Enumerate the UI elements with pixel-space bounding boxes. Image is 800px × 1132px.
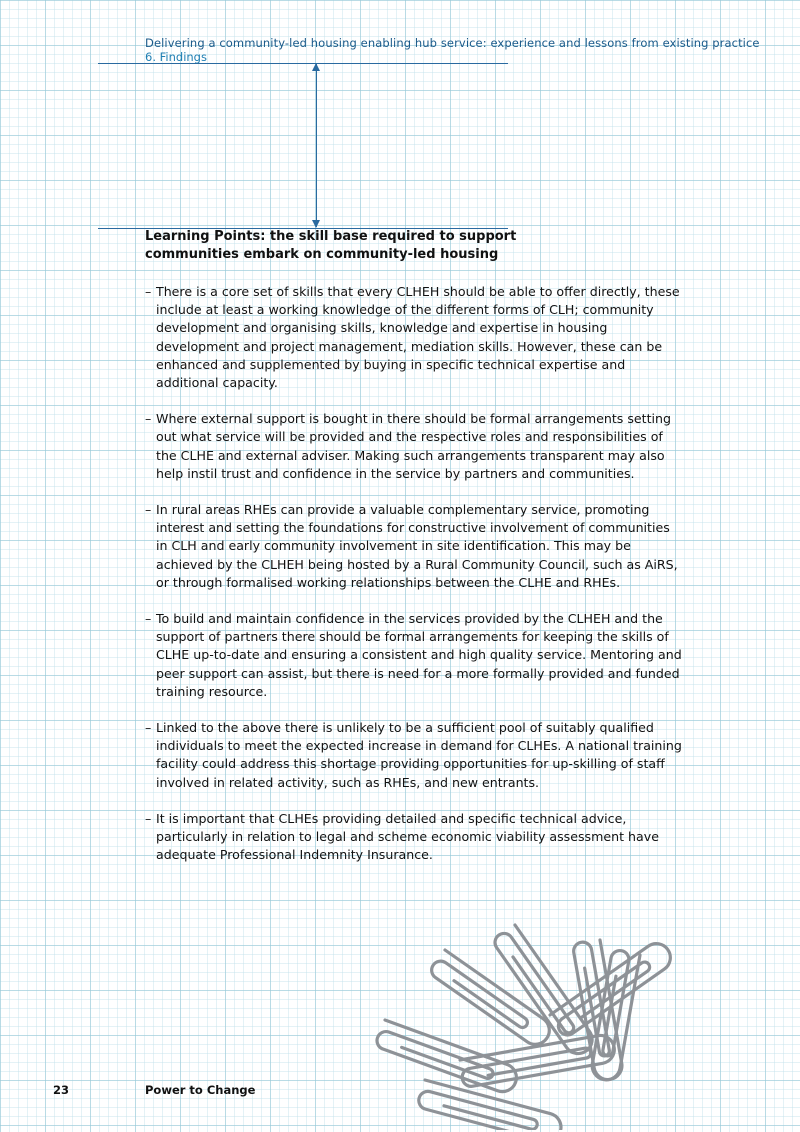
top-rule (98, 63, 508, 64)
header-section: 6. Findings (145, 50, 207, 64)
dash: – (145, 720, 152, 736)
learning-point-text: To build and maintain confidence in the services provided by the CLHEH and the support of partners there should be formal arrangements for keeping the skills of CLHE up-to-date and ensuring a consistent and high quality service. Mentoring and peer support can assist, but there is need for a more formally provided and funded training resource. (156, 611, 682, 699)
learning-point (145, 810, 685, 865)
header-title: Delivering a community-led housing enabling hub service: experience and lessons from existing practice (145, 36, 760, 50)
paperclip-icon (374, 1020, 520, 1096)
learning-point-text: Linked to the above there is unlikely to be a sufficient pool of suitably qualified individuals to meet the expected increase in demand for CLHEs. A national training facility could address this shortage providing opportunities for up-skilling of staff involved in related activity, such as RHEs, and new entrants. (156, 720, 682, 790)
learning-point (145, 283, 685, 392)
learning-point-text: Where external support is bought in there should be formal arrangements setting out what service will be provided and the respective roles and responsibilities of the CLHE and external adviser. Making such arrangements transparent may also help instil trust and confidence in the service by partners and communities. (156, 411, 671, 481)
learning-point (145, 719, 685, 792)
paperclip-icon (428, 949, 555, 1049)
dash: – (145, 611, 152, 627)
dash: – (145, 284, 152, 299)
paperclips-image (350, 895, 710, 1130)
arrow-up-icon (312, 63, 320, 71)
learning-points (145, 228, 685, 882)
learning-point-text: In rural areas RHEs can provide a valuable complementary service, promoting interest and setting the foundations for constructive involvement of communities in CLH and early community involvement in site identification. This may be achieved by the CLHEH being hosted by a Rural Community Council, such as AiRS, or through formalised working relationships between the CLHE and RHEs. (156, 502, 678, 590)
learning-point (145, 501, 685, 592)
dash: – (145, 810, 152, 826)
footer-brand: Power to Change (145, 1083, 256, 1097)
learning-point (145, 410, 685, 483)
page-number: 23 (53, 1083, 70, 1097)
arrow-down-icon (312, 220, 320, 228)
learning-points-heading: Learning Points: the skill base required to support communities embark on community-led housing (145, 229, 517, 262)
learning-point-text: It is important that CLHEs providing detailed and specific technical advice, particularly in relation to legal and scheme economic viability assessment have adequate Professional Indemnity Insurance. (156, 810, 659, 863)
dash: – (145, 411, 152, 427)
learning-point-text: There is a core set of skills that every CLHEH should be able to offer directly, these include at least a working knowledge of the different forms of CLH; community development and organising skills, knowledge and expertise in housing development and project management, mediation skills. However, these can be enhanced and supplemented by buying in specific technical expertise and additional capacity. (156, 284, 680, 391)
dimension-line (316, 64, 317, 227)
dash: – (145, 502, 152, 518)
learning-point (145, 610, 685, 701)
